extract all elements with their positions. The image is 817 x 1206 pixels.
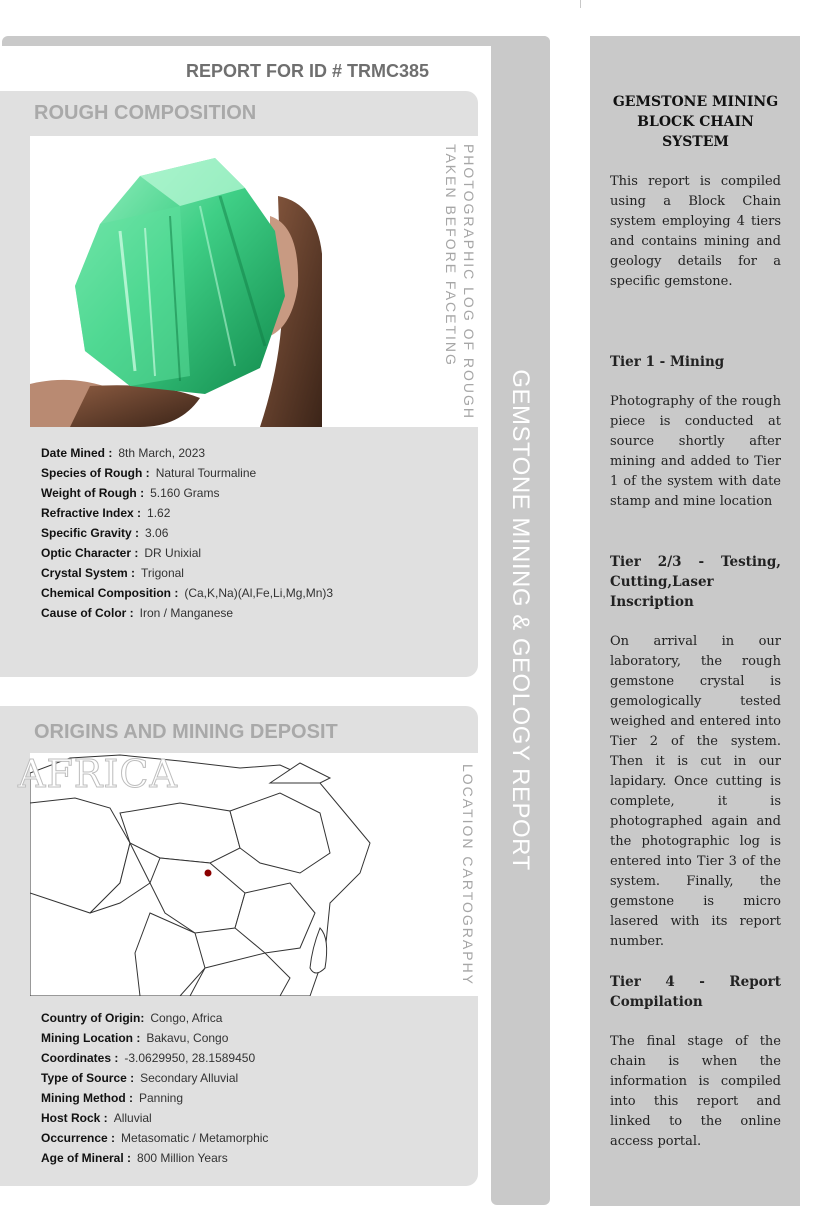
tier4-text: The final stage of the chain is when the information is compiled into this report and linked to the online access portal. [610, 1034, 781, 1149]
detail-specific-gravity: Specific Gravity : 3.06 [41, 526, 169, 540]
detail-crystal-system: Crystal System : Trigonal [41, 566, 184, 580]
detail-host-rock: Host Rock : Alluvial [41, 1111, 152, 1125]
origins-details-list [41, 1008, 268, 1168]
tier1-heading: Tier 1 - Mining [610, 354, 725, 370]
tier1-text: Photography of the rough piece is conducted at source shortly after mining and added to Tier 1 of the system with date stamp and mine location [610, 394, 781, 509]
detail-occurrence: Occurrence : Metasomatic / Metamorphic [41, 1131, 269, 1145]
detail-age: Age of Mineral : 800 Million Years [41, 1151, 228, 1165]
sidebar-intro: This report is compiled using a Block Chain system employing 4 tiers and contains mining and geology details for a specific gemstone. [610, 174, 781, 289]
detail-refractive-index: Refractive Index : 1.62 [41, 506, 171, 520]
detail-mining-method: Mining Method : Panning [41, 1091, 184, 1105]
detail-weight: Weight of Rough : 5.160 Grams [41, 486, 220, 500]
detail-country: Country of Origin: Congo, Africa [41, 1011, 223, 1025]
photo-caption-line-2: TAKEN BEFORE FACETING [443, 143, 459, 367]
map-africa-label: AFRICA [18, 752, 178, 796]
detail-mining-location: Mining Location : Bakavu, Congo [41, 1031, 229, 1045]
photo-caption-line-1: PHOTOGRAPHIC LOG OF ROUGH [461, 143, 477, 421]
photo-caption [442, 144, 478, 420]
map-caption: LOCATION CARTOGRAPHY [460, 763, 476, 987]
sidebar-title: GEMSTONE MINING BLOCK CHAIN SYSTEM [612, 94, 779, 150]
detail-cause-of-color: Cause of Color : Iron / Manganese [41, 606, 234, 620]
rough-composition-title: ROUGH COMPOSITION [34, 102, 257, 124]
tier4-heading: Tier 4 - Report Compilation [610, 974, 781, 1010]
rough-gemstone-photo [30, 136, 322, 427]
tier23-text: On arrival in our laboratory, the rough gemstone crystal is gemologically tested weighed and entered into Tier 2 of the system. Then it is cut in our lapidary. Once cutting is complete, it is photographed again and the photographic log is entered into Tier 3 of the system. Finally, the gemstone is micro lasered with its report number. [610, 634, 781, 949]
detail-chemical-composition: Chemical Composition : (Ca,K,Na)(Al,Fe,Li,Mg,Mn)3 [41, 586, 334, 600]
detail-optic-character: Optic Character : DR Unixial [41, 546, 202, 560]
top-bar [2, 36, 550, 46]
detail-source-type: Type of Source : Secondary Alluvial [41, 1071, 239, 1085]
vertical-report-title: GEMSTONE MINING & GEOLOGY REPORT [507, 369, 534, 871]
report-id-title: REPORT FOR ID # TRMC385 [186, 61, 430, 81]
top-divider-tick [580, 0, 581, 8]
detail-coordinates: Coordinates : -3.0629950, 28.1589450 [41, 1051, 256, 1065]
detail-species: Species of Rough : Natural Tourmaline [41, 466, 257, 480]
rough-details-list [41, 443, 333, 623]
origins-title: ORIGINS AND MINING DEPOSIT [34, 721, 338, 743]
tier23-heading: Tier 2/3 - Testing, Cutting,Laser Inscription [610, 554, 781, 610]
detail-date-mined: Date Mined : 8th March, 2023 [41, 446, 206, 460]
